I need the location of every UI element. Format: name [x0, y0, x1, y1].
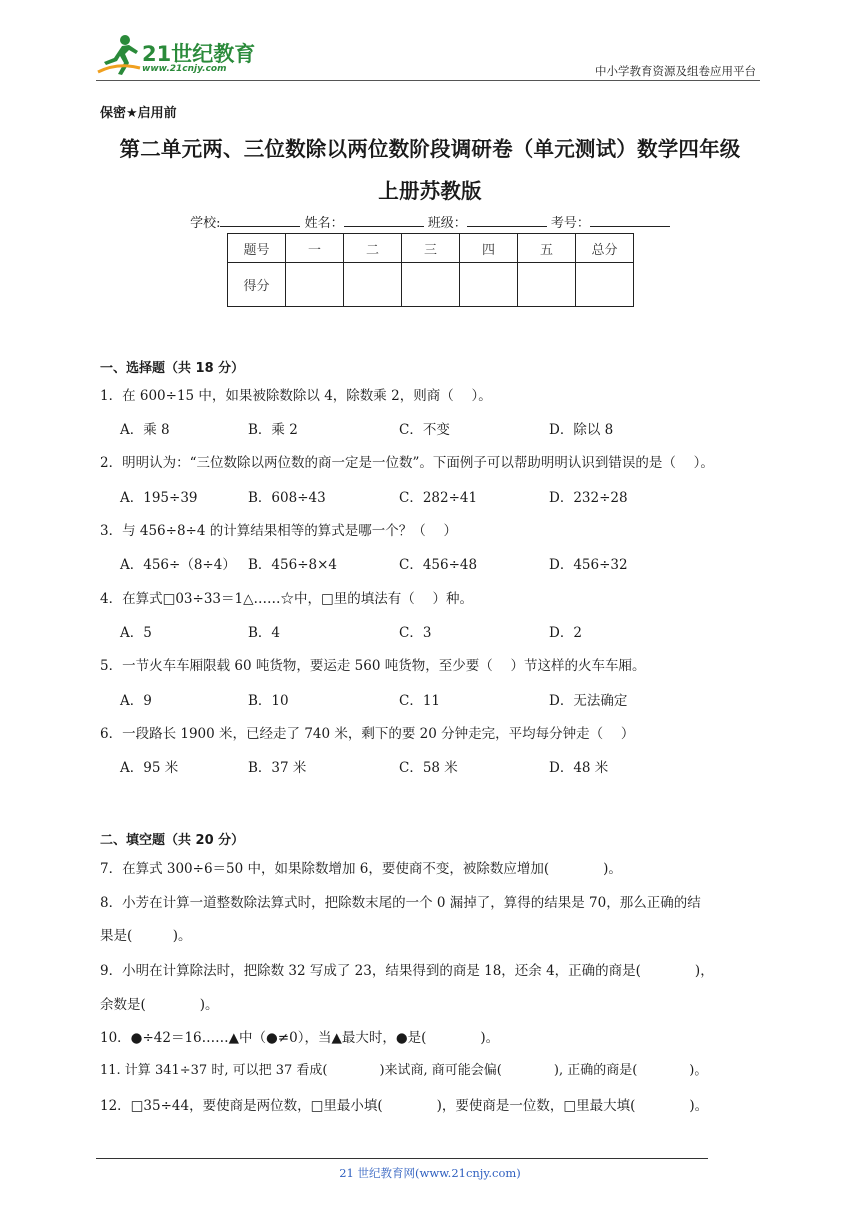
option-d[interactable]: D．456÷32: [549, 557, 628, 573]
question-2: 2．明明认为：“三位数除以两位数的商一定是一位数”。下面例子可以帮助明明认识到错误的是（ ）。: [100, 455, 714, 471]
score-cell[interactable]: [576, 263, 634, 307]
runner-logo-icon: [96, 32, 142, 78]
question-8-cont: 果是( )。: [100, 928, 192, 944]
option-c[interactable]: C．282÷41: [399, 490, 478, 506]
platform-name: 中小学教育资源及组卷应用平台: [595, 64, 756, 78]
score-table: [227, 233, 634, 307]
option-c[interactable]: C．11: [399, 693, 441, 709]
score-header-cell: 总分: [576, 234, 634, 263]
option-a[interactable]: A．456÷（8÷4）: [120, 557, 236, 573]
score-cell[interactable]: [286, 263, 344, 307]
option-b[interactable]: B．37 米: [248, 760, 307, 776]
score-cell[interactable]: [460, 263, 518, 307]
score-table-score-row: [228, 263, 634, 307]
score-row-label: 得分: [228, 263, 286, 307]
option-c[interactable]: C．不变: [399, 422, 450, 438]
title-line-1: 第二单元两、三位数除以两位数阶段调研卷（单元测试）数学四年级: [119, 137, 741, 161]
score-header-cell: 题号: [228, 234, 286, 263]
footer-text: 21 世纪教育网(www.21cnjy.com): [339, 1166, 521, 1180]
option-b[interactable]: B．456÷8×4: [248, 557, 337, 573]
score-header-cell: 四: [460, 234, 518, 263]
class-label: 班级：: [427, 216, 467, 231]
score-header-cell: 五: [518, 234, 576, 263]
question-7: 7．在算式 300÷6＝50 中，如果除数增加 6，要使商不变，被除数应增加( )。: [100, 861, 622, 877]
question-10: 10．●÷42＝16……▲中（●≠0），当▲最大时，●是( )。: [100, 1030, 500, 1046]
section-1-title: 一、选择题（共 18 分）: [100, 361, 245, 376]
class-field[interactable]: [467, 213, 547, 227]
score-header-cell: 二: [344, 234, 402, 263]
option-d[interactable]: D．48 米: [549, 760, 609, 776]
question-12: 12．□35÷44，要使商是两位数，□里最小填( )，要使商是一位数，□里最大填( )。: [100, 1098, 709, 1114]
name-label: 姓名：: [304, 216, 344, 231]
score-cell[interactable]: [344, 263, 402, 307]
option-b[interactable]: B．10: [248, 693, 289, 709]
question-3: 3．与 456÷8÷4 的计算结果相等的算式是哪一个？（ ）: [100, 523, 458, 539]
question-5: 5．一节火车车厢限载 60 吨货物，要运走 560 吨货物，至少要（ ）节这样的火车车厢。: [100, 658, 646, 674]
option-a[interactable]: A．乘 8: [120, 422, 170, 438]
question-9-cont: 余数是( )。: [100, 997, 219, 1013]
title-line-2: 上册苏教版: [378, 179, 482, 203]
page-title: [96, 128, 764, 212]
option-b[interactable]: B．608÷43: [248, 490, 326, 506]
option-c[interactable]: C．3: [399, 625, 432, 641]
option-d[interactable]: D．232÷28: [549, 490, 628, 506]
exam-no-label: 考号：: [550, 216, 590, 231]
question-9: 9．小明在计算除法时，把除数 32 写成了 23，结果得到的商是 18，还余 4，正确的商是( )，: [100, 963, 714, 979]
name-field[interactable]: [344, 213, 424, 227]
option-b[interactable]: B．乘 2: [248, 422, 298, 438]
header-divider: [96, 80, 760, 81]
option-d[interactable]: D．2: [549, 625, 582, 641]
footer-divider: [96, 1158, 708, 1159]
school-label: 学校:: [190, 216, 221, 231]
question-4: 4．在算式□03÷33＝1△……☆中，□里的填法有（ ）种。: [100, 591, 474, 607]
question-11: 11. 计算 341÷37 时, 可以把 37 看成( )来试商, 商可能会偏( ), 正确的商是( )。: [100, 1063, 708, 1078]
question-1: 1．在 600÷15 中，如果被除数除以 4，除数乘 2，则商（ ）。: [100, 388, 492, 404]
logo: [96, 32, 266, 78]
option-c[interactable]: C．456÷48: [399, 557, 478, 573]
option-a[interactable]: A．5: [120, 625, 152, 641]
option-a[interactable]: A．195÷39: [120, 490, 198, 506]
confidential-label: 保密★启用前: [100, 106, 177, 121]
student-info-line: [0, 212, 860, 231]
score-header-cell: 一: [286, 234, 344, 263]
option-d[interactable]: D．除以 8: [549, 422, 614, 438]
page-header: [96, 28, 760, 80]
option-d[interactable]: D．无法确定: [549, 693, 628, 709]
score-header-cell: 三: [402, 234, 460, 263]
logo-url: www.21cnjy.com: [142, 64, 227, 74]
option-b[interactable]: B．4: [248, 625, 281, 641]
question-6: 6．一段路长 1900 米，已经走了 740 米，剩下的要 20 分钟走完，平均每分钟走（ ）: [100, 726, 635, 742]
question-8: 8．小芳在计算一道整数除法算式时，把除数末尾的一个 0 漏掉了，算得的结果是 70，那么正确的结: [100, 895, 701, 911]
score-cell[interactable]: [402, 263, 460, 307]
score-table-header-row: [228, 234, 634, 263]
option-c[interactable]: C．58 米: [399, 760, 458, 776]
section-2-title: 二、填空题（共 20 分）: [100, 833, 245, 848]
option-a[interactable]: A．95 米: [120, 760, 179, 776]
option-a[interactable]: A．9: [120, 693, 152, 709]
exam-no-field[interactable]: [590, 213, 670, 227]
logo-text: 21世纪教育: [142, 42, 256, 66]
score-cell[interactable]: [518, 263, 576, 307]
school-field[interactable]: [220, 213, 300, 227]
